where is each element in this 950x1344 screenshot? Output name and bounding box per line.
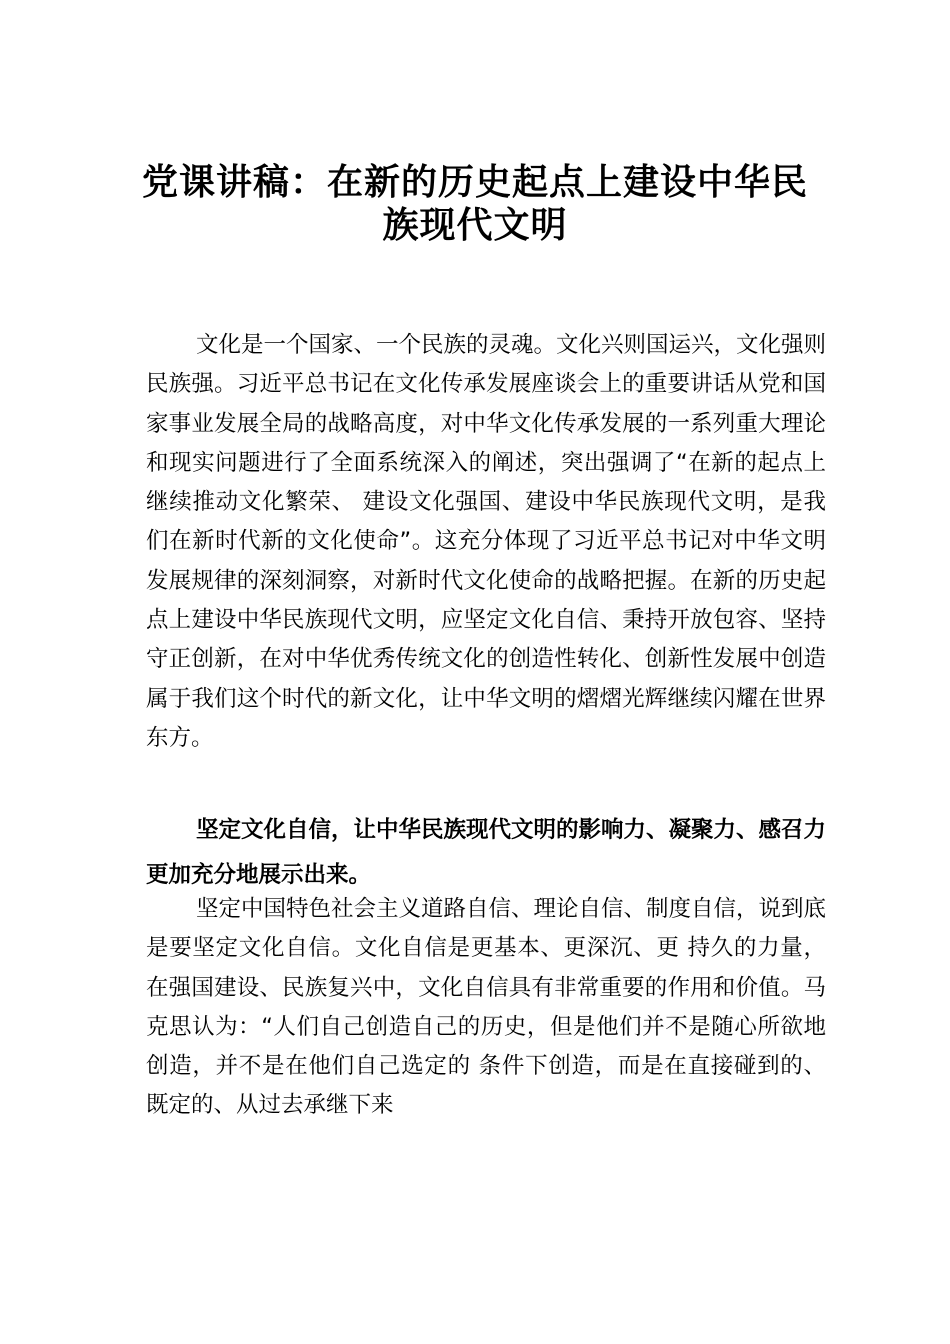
section-heading: 坚定文化自信，让中华民族现代文明的影响力、凝聚力、感召力更加充分地展示出来。 xyxy=(146,817,827,888)
document-title-line-2: 族现代文明 xyxy=(382,204,568,246)
document-title-line-1: 党课讲稿：在新的历史起点上建设中华民 xyxy=(141,161,808,203)
section-paragraph: 坚定中国特色社会主义道路自信、理论自信、制度自信，说到底是要坚定文化自信。文化自信是更基本、更深沉、更 持久的力量，在强国建设、民族复兴中，文化自信具有非常重要的作用和价值。马克思认为：“人们自己创造自己的历史，但是他们并不是随心所欲地创造，并不是在他们自己选定的 条件下创造，而是在直接碰到的、既定的、从过去承继下来 xyxy=(146,896,827,1119)
intro-paragraph: 文化是一个国家、一个民族的灵魂。文化兴则国运兴，文化强则民族强。习近平总书记在文化传承发展座谈会上的重要讲话从党和国家事业发展全局的战略高度，对中华文化传承发展的一系列重大理论和现实问题进行了全面系统深入的阐述，突出强调了“在新的起点上继续推动文化繁荣、 建设文化强国、建设中华民族现代文明，是我们在新时代新的文化使命”。这充分体现了习近平总书记对中华文明发展规律的深刻洞察，对新时代文化使命的战略把握。在新的历史起点上建设中华民族现代文明，应坚定文化自信、秉持开放包容、坚持守正创新，在对中华优秀传统文化的创造性转化、创新性发展中创造属于我们这个时代的新文化，让中华文明的熠熠光辉继续闪耀在世界东方。 xyxy=(146,332,827,751)
